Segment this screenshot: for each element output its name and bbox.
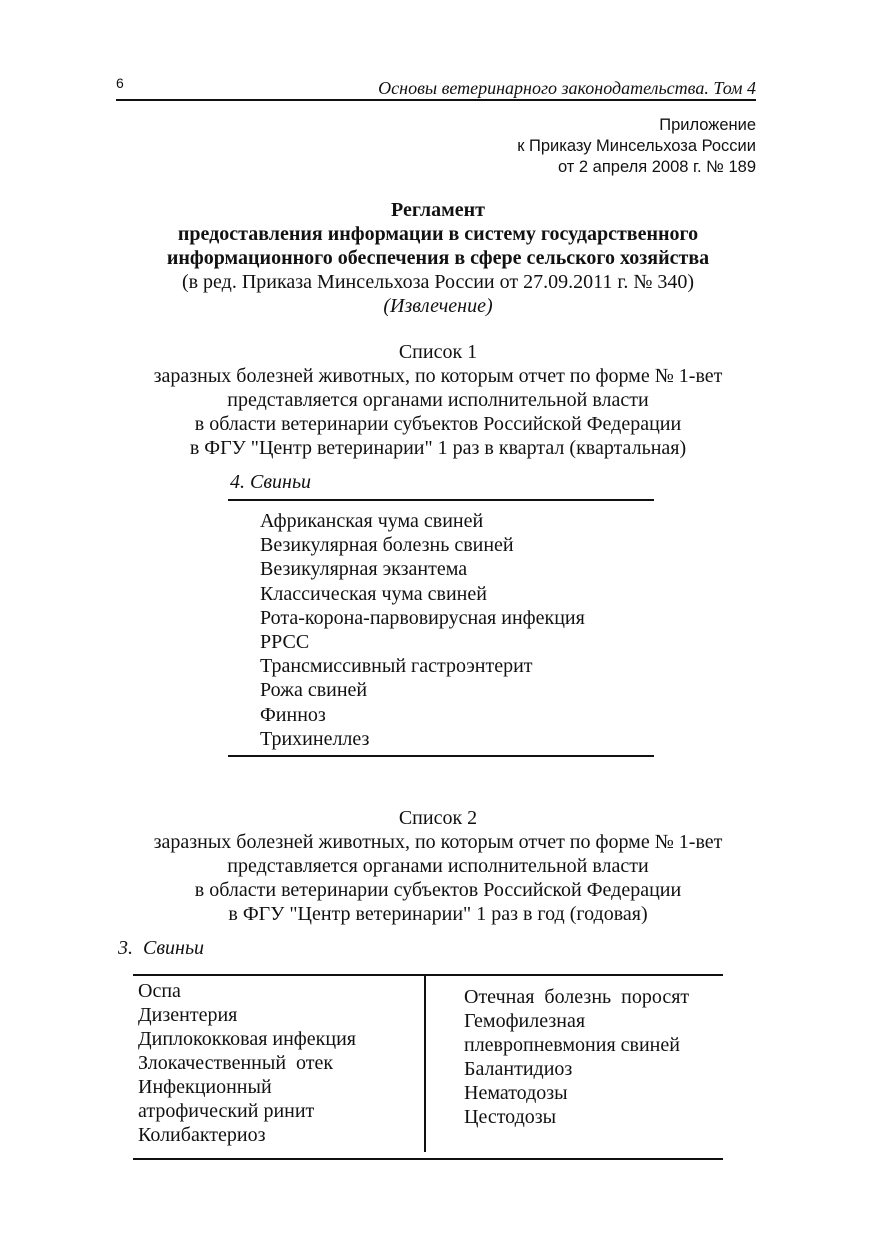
- regulation-edition: (в ред. Приказа Минсельхоза России от 27.09.2011 г. № 340): [181, 271, 695, 293]
- regulation-extract: (Извлечение): [383, 295, 493, 317]
- list-item: Нематодозы: [464, 1082, 568, 1104]
- list-item: Отечная болезнь поросят: [464, 986, 690, 1008]
- list1-items: [228, 509, 654, 751]
- list2-desc-3: в области ветеринарии субъектов Российской Федерации: [194, 879, 682, 901]
- list1-heading: [110, 340, 766, 460]
- list-item: Гемофилезная: [464, 1010, 586, 1032]
- list1-desc-1: заразных болезней животных, по которым отчет по форме № 1-вет: [153, 365, 723, 387]
- list2-desc-1: заразных болезней животных, по которым отчет по форме № 1-вет: [153, 831, 723, 853]
- list1-section: 4. Свиньи: [230, 471, 312, 493]
- running-title: Основы ветеринарного законодательства. Том 4: [378, 78, 756, 98]
- list-item: РРСС: [260, 631, 310, 654]
- regulation-subtitle-2: информационного обеспечения в сфере сельского хозяйства: [166, 247, 710, 269]
- list1-desc-2: представляется органами исполнительной власти: [227, 389, 649, 411]
- list-item: Балантидиоз: [464, 1058, 573, 1080]
- list-item: Классическая чума свиней: [260, 582, 487, 605]
- list-item: Цестодозы: [464, 1106, 557, 1128]
- list2-title: Список 2: [398, 807, 478, 829]
- header-divider: [116, 99, 756, 101]
- list-item: Трихинеллез: [260, 727, 370, 750]
- list2-desc-2: представляется органами исполнительной власти: [227, 855, 649, 877]
- appendix-line-2: к Приказу Минсельхоза России: [517, 137, 756, 155]
- list-item: Трансмиссивный гастроэнтерит: [260, 655, 533, 678]
- appendix-line-3: от 2 апреля 2008 г. № 189: [557, 158, 756, 176]
- list-item: Африканская чума свиней: [260, 510, 484, 532]
- list1-bottom-rule: [228, 755, 654, 757]
- list-item: Дизентерия: [138, 1004, 238, 1026]
- list-item: Оспа: [138, 980, 181, 1002]
- list-item: Колибактериоз: [138, 1124, 266, 1146]
- list2-left-column: [138, 979, 356, 1147]
- list1-desc-4: в ФГУ "Центр ветеринарии" 1 раз в квартал (квартальная): [189, 437, 687, 459]
- list-item: плевропневмония свиней: [464, 1034, 680, 1056]
- appendix-reference: [517, 115, 756, 178]
- list-item: Инфекционный: [138, 1076, 272, 1098]
- list-item: Финноз: [260, 703, 326, 726]
- regulation-title-block: [110, 198, 766, 318]
- list1-desc-3: в области ветеринарии субъектов Российской Федерации: [194, 413, 682, 435]
- list-item: Везикулярная экзантема: [260, 558, 468, 581]
- list-item: Злокачественный отек: [138, 1052, 334, 1074]
- list-item: Рожа свиней: [260, 679, 368, 702]
- page-number: 6: [116, 75, 124, 91]
- appendix-line-1: Приложение: [659, 116, 756, 134]
- regulation-title: Регламент: [391, 199, 485, 221]
- list-item: атрофический ринит: [138, 1100, 315, 1122]
- list1-top-rule: [228, 499, 654, 501]
- regulation-subtitle-1: предоставления информации в систему государственного: [177, 223, 699, 245]
- list2-heading: [110, 806, 766, 926]
- list1-table: [228, 470, 654, 757]
- list-item: Рота-корона-парвовирусная инфекция: [260, 606, 585, 629]
- list-item: Диплококковая инфекция: [138, 1028, 356, 1050]
- list2-section: 3. Свиньи: [118, 937, 205, 959]
- list2-desc-4: в ФГУ "Центр ветеринарии" 1 раз в год (годовая): [228, 903, 648, 925]
- list-item: Везикулярная болезнь свиней: [260, 534, 514, 557]
- list1-title: Список 1: [398, 341, 478, 363]
- list2-column-divider: [424, 976, 426, 1152]
- list2-right-column: [464, 985, 689, 1129]
